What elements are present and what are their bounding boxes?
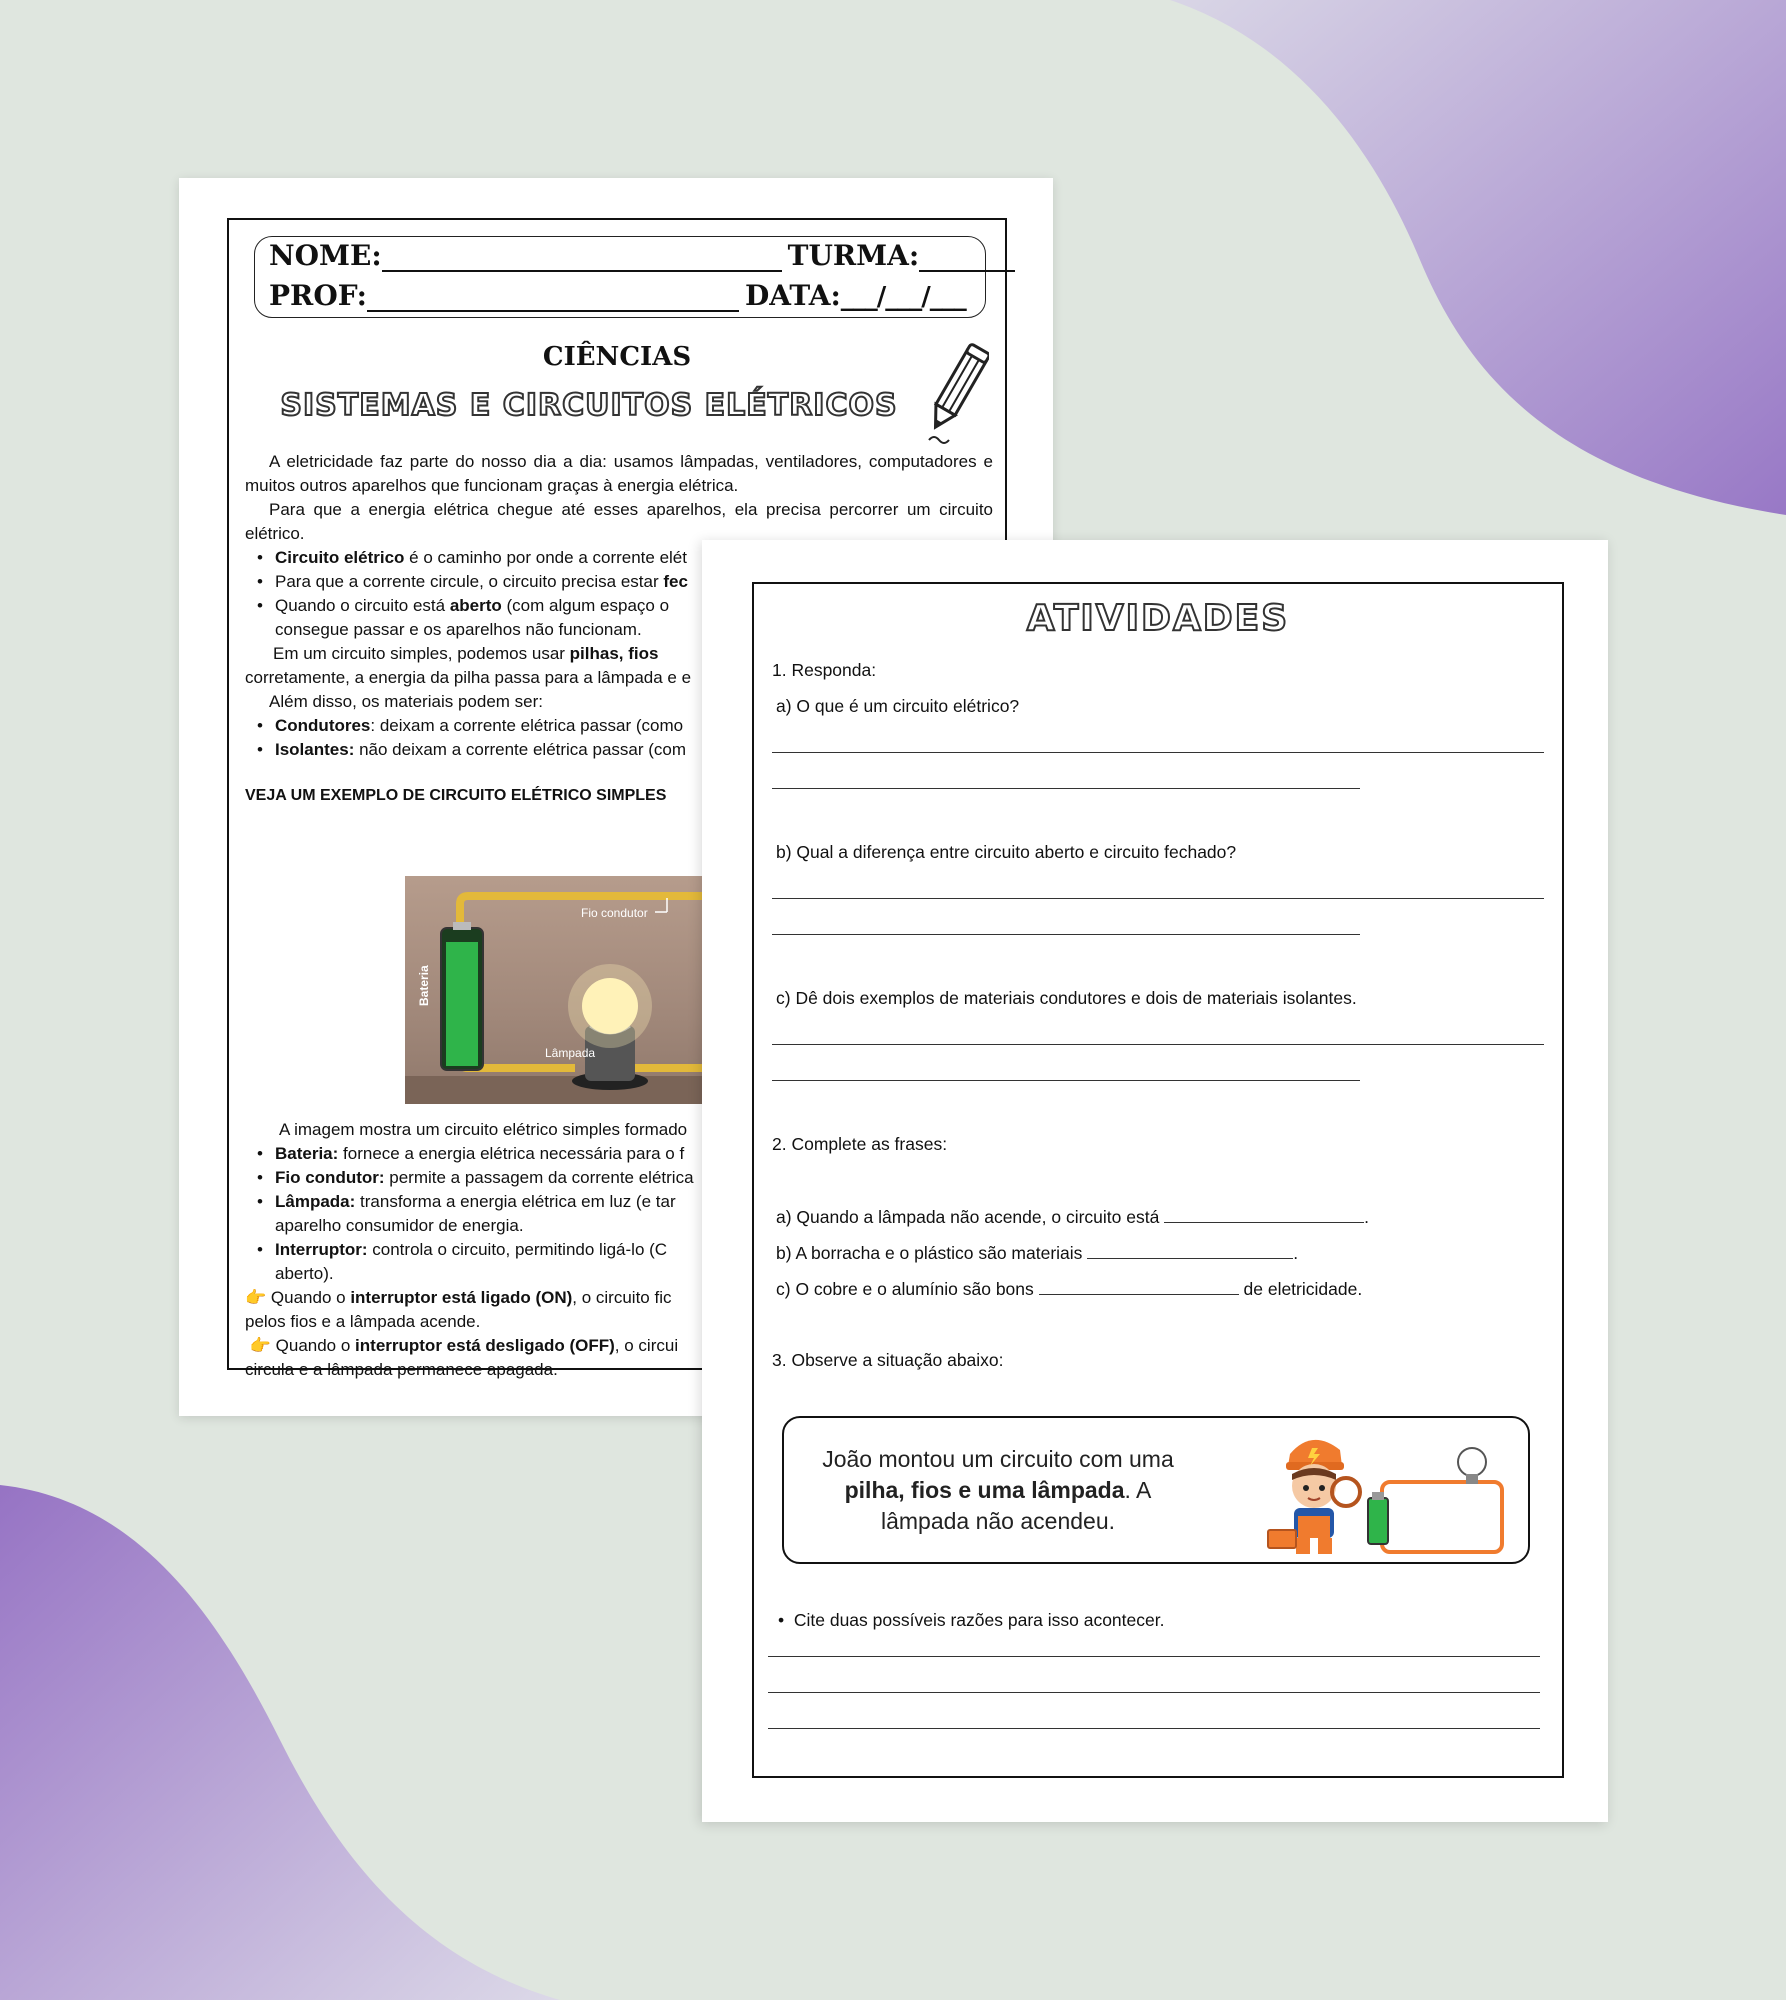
image-description: A imagem mostra um circuito elétrico simples formado bbox=[279, 1120, 688, 1139]
fill-blank[interactable] bbox=[1039, 1278, 1239, 1295]
list-item-bold: Isolantes: bbox=[275, 740, 355, 759]
fill-blank[interactable] bbox=[1164, 1206, 1364, 1223]
electrician-boy-illustration bbox=[1262, 1426, 1522, 1560]
question-1: 1. Responda: bbox=[772, 660, 877, 680]
question-2a-end: . bbox=[1364, 1207, 1370, 1227]
scenario-text-part: João montou um circuito com uma bbox=[822, 1446, 1174, 1472]
question-2a bbox=[776, 1206, 1369, 1228]
top-right-blob bbox=[1170, 0, 1786, 515]
bottom-left-blob bbox=[0, 1485, 560, 2000]
list-item-text: Para que a corrente circule, o circuito precisa estar bbox=[275, 572, 664, 591]
on-note-text: , o circuito fic bbox=[572, 1288, 672, 1307]
class-field[interactable] bbox=[919, 248, 1015, 272]
answer-line[interactable] bbox=[772, 1044, 1544, 1045]
answer-line[interactable] bbox=[772, 934, 1360, 935]
question-1b: b) Qual a diferença entre circuito aberto e circuito fechado? bbox=[776, 842, 1237, 862]
list-item-bold: fec bbox=[663, 572, 688, 591]
question-2b-text: b) A borracha e o plástico são materiais bbox=[776, 1243, 1088, 1263]
answer-line[interactable] bbox=[768, 1656, 1540, 1657]
list-item-text: aparelho consumidor de energia. bbox=[275, 1216, 524, 1235]
on-note-text: pelos fios e a lâmpada acende. bbox=[245, 1312, 481, 1331]
materials-intro: Além disso, os materiais podem ser: bbox=[269, 692, 543, 711]
list-item-text: é o caminho por onde a corrente elét bbox=[404, 548, 687, 567]
scenario-bold: pilha, fios e uma lâmpada bbox=[844, 1477, 1125, 1503]
off-note-text: Quando o bbox=[275, 1336, 356, 1355]
list-item-text: consegue passar e os aparelhos não funcionam. bbox=[275, 620, 642, 639]
worksheet-title: SISTEMAS E CIRCUITOS ELÉTRICOS bbox=[280, 388, 898, 423]
date-field[interactable]: ___/___/___ bbox=[840, 282, 966, 312]
scenario-text-part: . A lâmpada não acendeu. bbox=[880, 1477, 1152, 1534]
list-item-bold: Condutores bbox=[275, 716, 371, 735]
answer-line[interactable] bbox=[772, 1080, 1360, 1081]
question-3-bullet bbox=[778, 1610, 1164, 1631]
list-item-bold: aberto bbox=[449, 596, 502, 615]
list-item-text: Quando o circuito está bbox=[275, 596, 450, 615]
name-field[interactable] bbox=[382, 248, 782, 272]
scenario-text bbox=[808, 1444, 1188, 1537]
answer-line[interactable] bbox=[772, 752, 1544, 753]
intro-paragraph-1: A eletricidade faz parte do nosso dia a dia: usamos lâmpadas, ventiladores, computadores e muitos outros aparelhos que funcionam graças à energia elétrica. bbox=[245, 452, 993, 495]
question-2b-end: . bbox=[1293, 1243, 1299, 1263]
teacher-label: PROF: bbox=[269, 279, 367, 312]
worksheet-page-2 bbox=[702, 540, 1608, 1822]
list-item-text: não deixam a corrente elétrica passar (com bbox=[354, 740, 687, 759]
off-note-text: circula e a lâmpada permanece apagada. bbox=[245, 1360, 558, 1379]
page2-frame bbox=[752, 582, 1564, 1778]
example-heading: VEJA UM EXEMPLO DE CIRCUITO ELÉTRICO SIMPLES bbox=[245, 787, 667, 804]
list-item-text: permite a passagem da corrente elétrica bbox=[384, 1168, 694, 1187]
date-label: DATA: bbox=[744, 279, 841, 312]
list-item-bold: Lâmpada: bbox=[275, 1192, 356, 1211]
on-note-text: Quando o bbox=[270, 1288, 351, 1307]
teacher-field[interactable] bbox=[367, 288, 739, 312]
bullet-dot: • bbox=[778, 1610, 794, 1630]
battery-label: Bateria bbox=[417, 965, 431, 1006]
answer-line[interactable] bbox=[768, 1728, 1540, 1729]
list-item-bold: Bateria: bbox=[275, 1144, 339, 1163]
activities-title: ATIVIDADES bbox=[1026, 598, 1290, 639]
answer-line[interactable] bbox=[772, 788, 1360, 789]
question-2c-text: c) O cobre e o alumínio são bons bbox=[776, 1279, 1039, 1299]
pencil-icon bbox=[919, 340, 989, 450]
list-item-text: : deixam a corrente elétrica passar (como bbox=[370, 716, 684, 735]
simple-circuit-text-2: corretamente, a energia da pilha passa para a lâmpada e e bbox=[245, 668, 692, 687]
question-2a-text: a) Quando a lâmpada não acende, o circuito está bbox=[776, 1207, 1165, 1227]
off-note-text: , o circui bbox=[614, 1336, 679, 1355]
scenario-box bbox=[782, 1416, 1530, 1564]
wire-label: Fio condutor bbox=[581, 906, 648, 920]
list-item-text: (com algum espaço o bbox=[501, 596, 670, 615]
off-note-bold: interruptor está desligado (OFF) bbox=[355, 1336, 615, 1355]
question-3-bullet-text: Cite duas possíveis razões para isso acontecer. bbox=[793, 1610, 1165, 1630]
question-2c-end: de eletricidade. bbox=[1238, 1279, 1363, 1299]
question-2: 2. Complete as frases: bbox=[772, 1134, 948, 1154]
hand-pointer-icon: 👉 bbox=[245, 1288, 267, 1307]
question-3: 3. Observe a situação abaixo: bbox=[772, 1350, 1004, 1370]
list-item-text: controla o circuito, permitindo ligá-lo (C bbox=[367, 1240, 668, 1259]
list-item-text: fornece a energia elétrica necessária para o f bbox=[338, 1144, 685, 1163]
question-1c: c) Dê dois exemplos de materiais condutores e dois de materiais isolantes. bbox=[776, 988, 1357, 1008]
hand-pointer-icon: 👉 bbox=[249, 1336, 271, 1355]
question-2c bbox=[776, 1278, 1362, 1300]
intro-paragraph-2: Para que a energia elétrica chegue até esses aparelhos, ela precisa percorrer um circuito elétrico. bbox=[245, 500, 993, 543]
list-item-bold: Circuito elétrico bbox=[275, 548, 405, 567]
list-item-text: transforma a energia elétrica em luz (e tar bbox=[355, 1192, 676, 1211]
list-item-text: aberto). bbox=[275, 1264, 334, 1283]
list-item-bold: Fio condutor: bbox=[275, 1168, 385, 1187]
subject-title: CIÊNCIAS bbox=[542, 342, 692, 372]
fill-blank[interactable] bbox=[1087, 1242, 1293, 1259]
question-2b bbox=[776, 1242, 1298, 1264]
lamp-label: Lâmpada bbox=[545, 1046, 596, 1060]
list-item-bold: Interruptor: bbox=[275, 1240, 368, 1259]
simple-circuit-text: Em um circuito simples, podemos usar bbox=[273, 644, 570, 663]
on-note-bold: interruptor está ligado (ON) bbox=[350, 1288, 573, 1307]
simple-circuit-bold: pilhas, fios bbox=[569, 644, 659, 663]
question-1a: a) O que é um circuito elétrico? bbox=[776, 696, 1020, 716]
class-label: TURMA: bbox=[787, 239, 920, 272]
answer-line[interactable] bbox=[768, 1692, 1540, 1693]
student-header-box bbox=[254, 236, 986, 318]
answer-line[interactable] bbox=[772, 898, 1544, 899]
name-label: NOME: bbox=[269, 239, 382, 272]
